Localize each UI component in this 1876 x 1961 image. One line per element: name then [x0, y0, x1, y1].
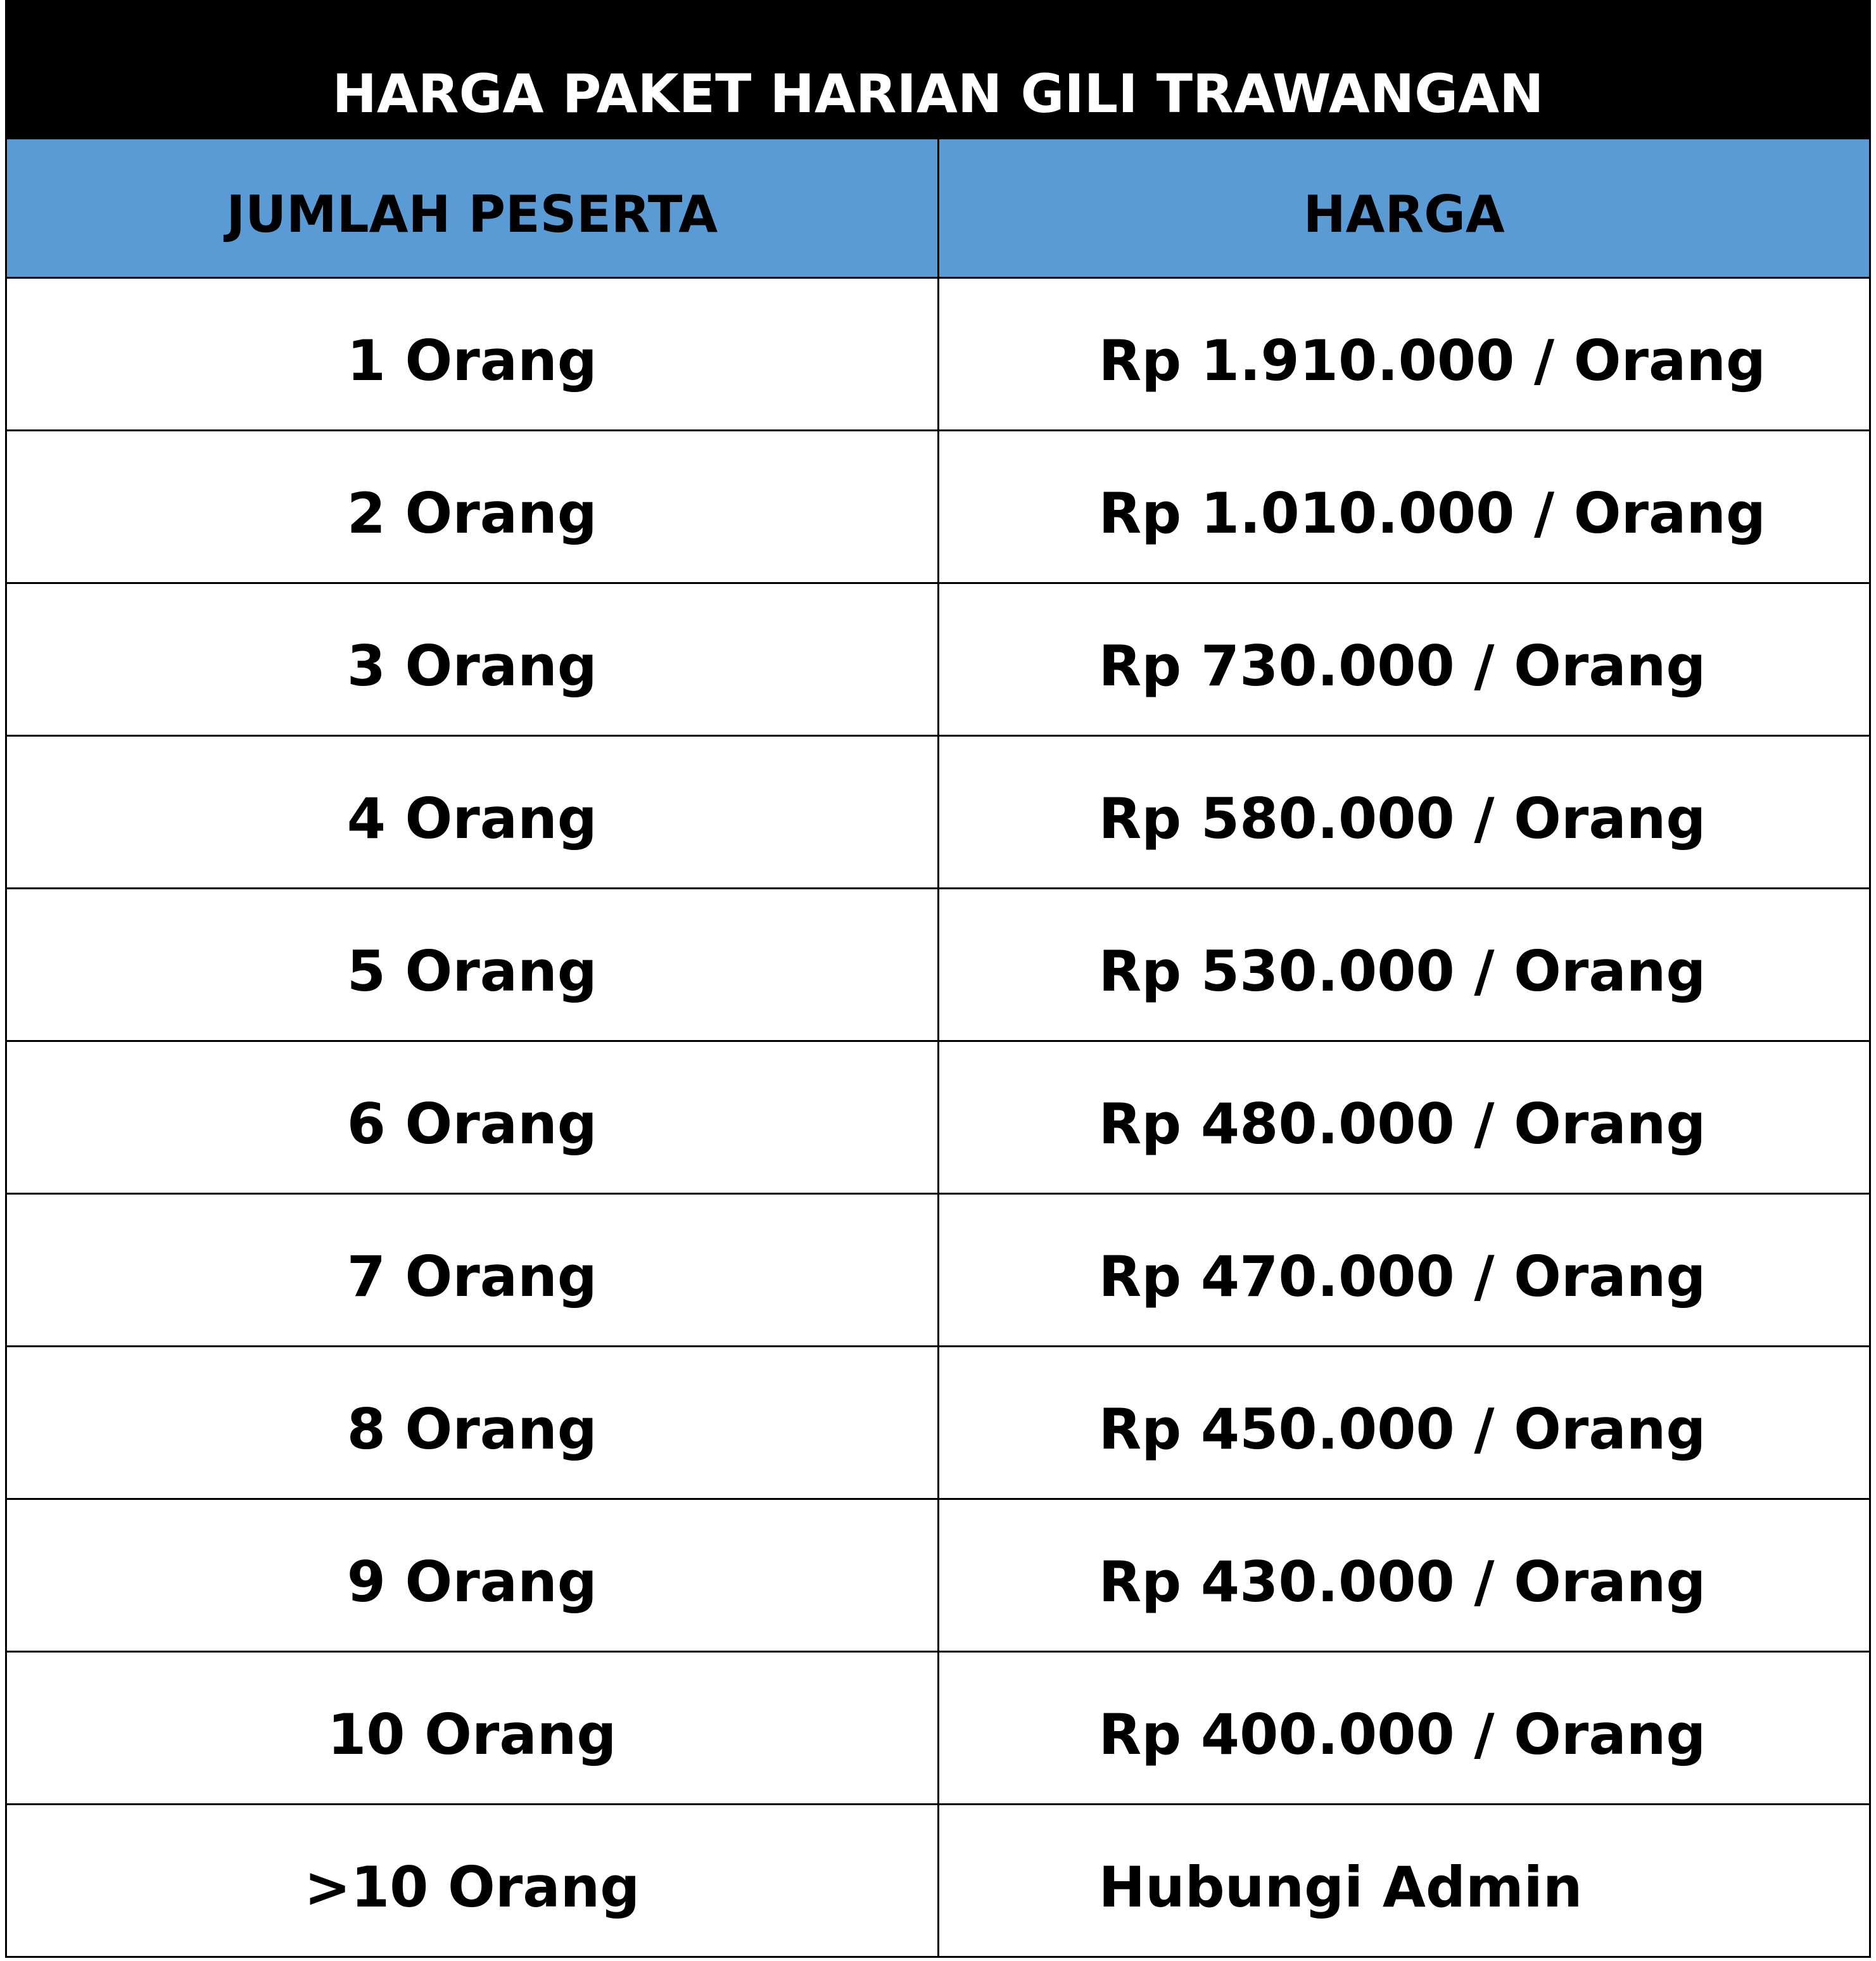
participant-count-cell: 6 Orang: [6, 1041, 939, 1194]
participant-count-cell: 8 Orang: [6, 1347, 939, 1499]
participant-count-cell: 1 Orang: [6, 278, 939, 431]
participant-count-cell: 4 Orang: [6, 736, 939, 889]
price-cell: Rp 470.000 / Orang: [938, 1194, 1870, 1347]
header-row: [6, 139, 1870, 278]
table-row: [6, 1347, 1870, 1499]
table-row: [6, 431, 1870, 583]
column-header-price: HARGA: [938, 139, 1870, 278]
participant-count-cell: 7 Orang: [6, 1194, 939, 1347]
table-row: [6, 1194, 1870, 1347]
price-cell: Rp 430.000 / Orang: [938, 1499, 1870, 1652]
table-title: HARGA PAKET HARIAN GILI TRAWANGAN: [6, 1, 1870, 139]
price-cell: Rp 1.010.000 / Orang: [938, 431, 1870, 583]
column-header-count: JUMLAH PESERTA: [6, 139, 939, 278]
price-cell: Rp 580.000 / Orang: [938, 736, 1870, 889]
price-cell: Rp 730.000 / Orang: [938, 583, 1870, 736]
price-cell: Rp 530.000 / Orang: [938, 889, 1870, 1041]
table-row: [6, 583, 1870, 736]
table-row: [6, 1805, 1870, 1957]
table-row: [6, 1499, 1870, 1652]
price-cell: Rp 480.000 / Orang: [938, 1041, 1870, 1194]
participant-count-cell: 10 Orang: [6, 1652, 939, 1805]
price-cell: Rp 450.000 / Orang: [938, 1347, 1870, 1499]
table-row: [6, 1041, 1870, 1194]
table-row: [6, 736, 1870, 889]
participant-count-cell: 2 Orang: [6, 431, 939, 583]
table-row: [6, 1652, 1870, 1805]
table-row: [6, 278, 1870, 431]
table-row: [6, 889, 1870, 1041]
participant-count-cell: 9 Orang: [6, 1499, 939, 1652]
participant-count-cell: >10 Orang: [6, 1805, 939, 1957]
title-row: [6, 1, 1870, 139]
price-cell: Rp 400.000 / Orang: [938, 1652, 1870, 1805]
price-table: [5, 0, 1871, 1958]
price-cell: Rp 1.910.000 / Orang: [938, 278, 1870, 431]
participant-count-cell: 3 Orang: [6, 583, 939, 736]
price-cell: Hubungi Admin: [938, 1805, 1870, 1957]
participant-count-cell: 5 Orang: [6, 889, 939, 1041]
